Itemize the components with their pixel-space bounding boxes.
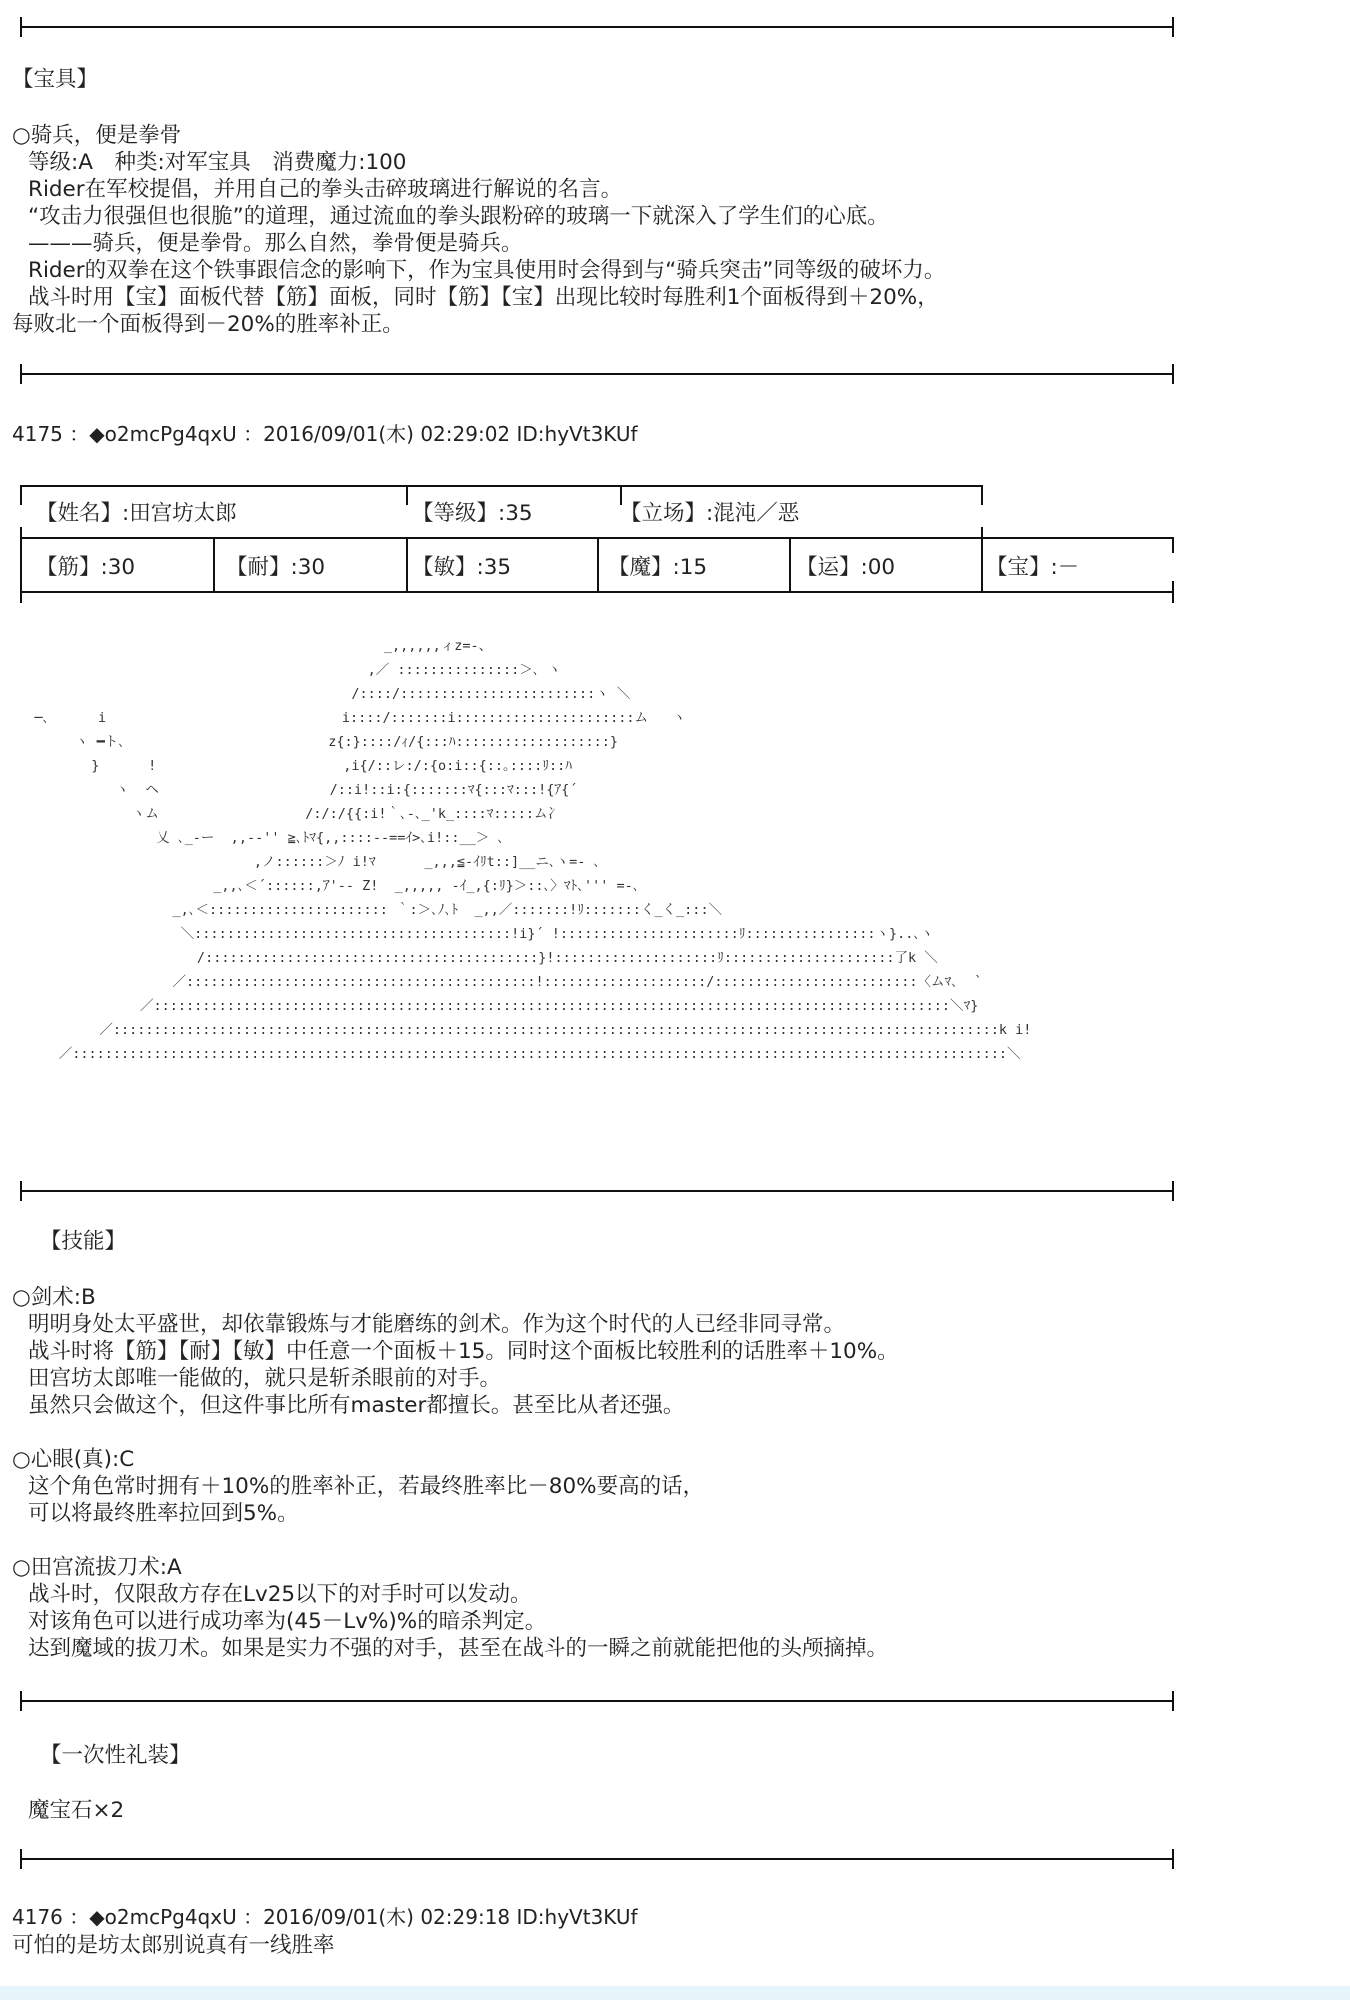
- section-title-mystic: 【一次性礼装】: [40, 1743, 191, 1768]
- separator-rule: [20, 1858, 1174, 1860]
- status-name: 【姓名】:田宫坊太郎: [36, 501, 237, 526]
- post-body: 可怕的是坊太郎别说真有一线胜率: [12, 1933, 335, 1958]
- noble-line: 等级:A 种类:对军宝具 消费魔力:100: [28, 150, 407, 175]
- post-header: 4176 ：◆o2mcPg4qxU ：2016/09/01(木) 02:29:18 ID:hyVt3KUf: [12, 1905, 638, 1929]
- ascii-art-line: ,／ :::::::::::::::＞､ ヽ: [10, 662, 562, 678]
- noble-item-name: ○骑兵，便是拳骨: [12, 123, 182, 148]
- skill-line: 战斗时，仅限敌方存在Lv25以下的对手时可以发动。: [28, 1582, 532, 1607]
- ascii-art-line: _,,､＜´::::::,ｱ'-‐ Z! _,,,,, -ｲ_,{:ﾘ}＞::､〉ﾏﾄ､''' =-､: [10, 878, 640, 894]
- noble-line: 战斗时用【宝】面板代替【筋】面板，同时【筋】【宝】出现比较时每胜利1个面板得到＋20%，: [28, 285, 939, 310]
- noble-line: “攻击力很强但也很脆”的道理，通过流血的拳头跟粉碎的玻璃一下就深入了学生们的心底。: [28, 204, 889, 229]
- skill-name: ○剑术:B: [12, 1285, 96, 1310]
- ascii-art-line: ／:::::::::::::::::::::::::::::::::::::::::::::::::::::::::::::::::::::::::::::::::::::::::::::::::::::::::::::::::::＼: [10, 1046, 1021, 1062]
- status-level: 【等级】:35: [412, 501, 533, 526]
- skill-line: 对该角色可以进行成功率为(45－Lv%)%的暗杀判定。: [28, 1609, 547, 1634]
- section-title-skills: 【技能】: [40, 1229, 127, 1254]
- ascii-art-line: _,､＜:::::::::::::::::::::: ｀:＞､ﾉ､ﾄ _,,／:::::::!ﾘ:::::::く_く_:::＼: [10, 902, 723, 918]
- mystic-item: 魔宝石×2: [28, 1798, 125, 1823]
- skill-line: 虽然只会做这个，但这件事比所有master都擅长。甚至比从者还强。: [28, 1393, 685, 1418]
- skill-name: ○心眼(真):C: [12, 1447, 135, 1472]
- stat-end: 【耐】:30: [226, 555, 326, 580]
- status-alignment: 【立场】:混沌／恶: [620, 501, 800, 526]
- ascii-art-line: _,,,,,,ィz=-、: [10, 638, 493, 654]
- ascii-art-line: /:::::::::::::::::::::::::::::::::::::::::}!::::::::::::::::::::ﾘ:::::::::::::::::::::了k ＼: [10, 950, 938, 966]
- ascii-art-line: } ! ,i{/::レ:/:{o:i::{::｡::::ﾘ::ﾊ: [10, 758, 573, 774]
- section-title-noble: 【宝具】: [12, 67, 99, 92]
- ascii-art-line: ヽム /:/:/{{:i!｀､-､_'k_::::ﾏ:::::ム冫: [10, 806, 562, 822]
- stat-np: 【宝】:－: [986, 555, 1080, 580]
- footer-bar: [0, 1986, 1350, 2000]
- stat-agi: 【敏】:35: [412, 555, 512, 580]
- skill-line: 田宫坊太郎唯一能做的，就只是斩杀眼前的对手。: [28, 1366, 502, 1391]
- ascii-art-line: ヽ ━ト､ z{:}::::/ｨ/{:::ﾊ:::::::::::::::::::}: [10, 734, 619, 750]
- noble-line: Rider在军校提倡，并用自己的拳头击碎玻璃进行解说的名言。: [28, 177, 623, 202]
- ascii-art-line: 乂 ､_‐ー ,,-‐'' ≧､ﾄﾏ{,,::::-‐==ｲ>､i!::__＞ ､: [10, 830, 505, 846]
- skill-line: 达到魔域的拔刀术。如果是实力不强的对手，甚至在战斗的一瞬之前就能把他的头颅摘掉。: [28, 1636, 889, 1661]
- skill-name: ○田宫流拔刀术:A: [12, 1555, 182, 1580]
- ascii-art-line: ,ノ::::::＞ﾉ i!ﾏ _,,,≦-ｲﾘt::]__ニ､ヽ=- ､: [10, 854, 601, 870]
- ascii-art-line: ／::::::::::::::::::::::::::::::::::::::::::::::::::::::::::::::::::::::::::::::::::::::::::::::::::＼ﾏ}: [10, 998, 979, 1014]
- separator-rule: [20, 373, 1174, 375]
- skill-line: 这个角色常时拥有＋10%的胜率补正，若最终胜率比－80%要高的话，: [28, 1474, 705, 1499]
- separator-rule: [20, 1700, 1174, 1702]
- skill-line: 明明身处太平盛世，却依靠锻炼与才能磨练的剑术。作为这个时代的人已经非同寻常。: [28, 1312, 846, 1337]
- post-header: 4175 ：◆o2mcPg4qxU ：2016/09/01(木) 02:29:02 ID:hyVt3KUf: [12, 422, 638, 446]
- noble-line: 每败北一个面板得到－20%的胜率补正。: [12, 312, 404, 337]
- ascii-art-line: ＼:::::::::::::::::::::::::::::::::::::::!i}´ !::::::::::::::::::::::ﾘ::::::::::::::::ヽ}..､ヽ: [10, 926, 934, 942]
- stat-luk: 【运】:00: [796, 555, 896, 580]
- ascii-art-line: ／:::::::::::::::::::::::::::::::::::::::::::::::::::::::::::::::::::::::::::::::::::::::::::::::::::::::::::::k i!: [10, 1022, 1032, 1038]
- skill-line: 战斗时将【筋】【耐】【敏】中任意一个面板＋15。同时这个面板比较胜利的话胜率＋10%。: [28, 1339, 899, 1364]
- stat-mag: 【魔】:15: [608, 555, 708, 580]
- ascii-art-line: /::::/::::::::::::::::::::::::ヽ ＼: [10, 686, 631, 702]
- separator-rule: [20, 26, 1174, 28]
- skill-line: 可以将最终胜率拉回到5%。: [28, 1501, 299, 1526]
- noble-line: ———骑兵，便是拳骨。那么自然，拳骨便是骑兵。: [28, 231, 523, 256]
- stat-str: 【筋】:30: [36, 555, 136, 580]
- separator-rule: [20, 1190, 1174, 1192]
- ascii-art-line: ─､ i i::::/:::::::i::::::::::::::::::::::ム ヽ: [10, 710, 686, 726]
- ascii-art-line: ／:::::::::::::::::::::::::::::::::::::::::::!::::::::::::::::::::/:::::::::::::::::::::::::〈ムﾏ､ `: [10, 974, 983, 990]
- ascii-art-line: ヽ ヘ /::i!::i:{:::::::ﾏ{:::ﾏ:::!{ｱ{´: [10, 782, 578, 798]
- noble-line: Rider的双拳在这个铁事跟信念的影响下，作为宝具使用时会得到与“骑兵突击”同等级的破坏力。: [28, 258, 946, 283]
